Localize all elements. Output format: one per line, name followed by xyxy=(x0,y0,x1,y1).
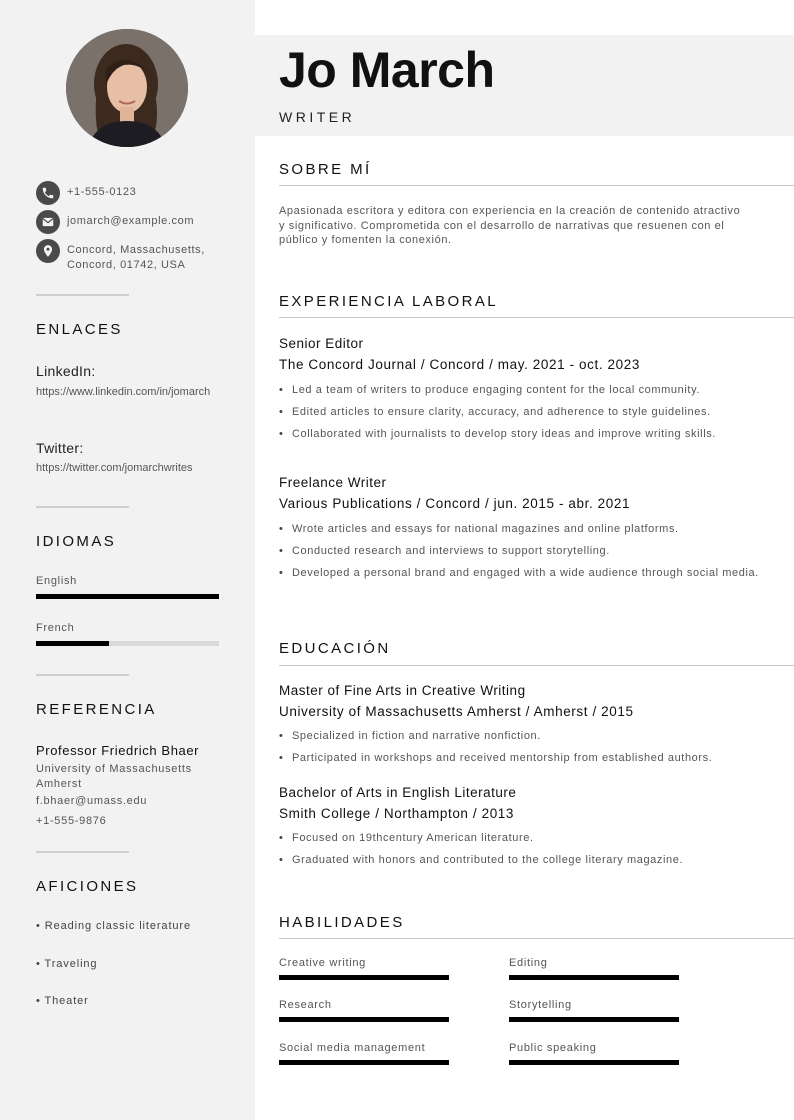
address-line-2: Concord, 01742, USA xyxy=(67,259,186,271)
phone-icon xyxy=(36,181,60,205)
twitter-link[interactable]: https://twitter.com/jomarchwrites xyxy=(36,462,193,474)
degree-meta: Smith College / Northampton / 2013 xyxy=(279,806,515,821)
language-level-fill xyxy=(36,641,109,646)
language-name: French xyxy=(36,622,75,634)
section-rule xyxy=(279,938,794,939)
job-bullet: • Conducted research and interviews to support storytelling. xyxy=(279,544,774,559)
hobby-label: Reading classic literature xyxy=(44,920,192,932)
reference-email: f.bhaer@umass.edu xyxy=(36,795,148,807)
job-title: Freelance Writer xyxy=(279,475,387,490)
degree-bullet: • Graduated with honors and contributed to the college literary magazine. xyxy=(279,853,774,868)
page-title: Jo March xyxy=(279,42,495,98)
skill-name: Storytelling xyxy=(509,999,572,1011)
skill-level-bar xyxy=(509,1017,679,1022)
skill-name: Social media management xyxy=(279,1042,426,1054)
section-rule xyxy=(279,665,794,666)
skill-name: Public speaking xyxy=(509,1042,597,1054)
skill-level-bar xyxy=(279,975,449,980)
hobby-label: Traveling xyxy=(44,958,98,970)
reference-name: Professor Friedrich Bhaer xyxy=(36,743,200,758)
job-meta: The Concord Journal / Concord / may. 2021 - oct. 2023 xyxy=(279,357,640,372)
divider xyxy=(36,294,129,296)
skill-name: Editing xyxy=(509,957,548,969)
hobby-label: Theater xyxy=(44,995,89,1007)
education-heading: EDUCACIÓN xyxy=(279,640,391,657)
location-pin-icon xyxy=(36,239,60,263)
contact-address xyxy=(36,239,205,273)
degree-bullet: • Specialized in fiction and narrative nonfiction. xyxy=(279,729,774,744)
reference-org: University of Massachusetts Amherst xyxy=(36,763,192,790)
contact-phone-text: +1-555-0123 xyxy=(67,186,137,198)
mail-icon xyxy=(36,210,60,234)
divider xyxy=(36,674,129,676)
language-level-bar xyxy=(36,594,219,599)
degree-bullet: • Focused on 19thcentury American literature. xyxy=(279,831,774,846)
reference-heading: REFERENCIA xyxy=(36,701,157,718)
twitter-label: Twitter: xyxy=(36,440,84,456)
skills-heading: HABILIDADES xyxy=(279,914,405,931)
skill-level-bar xyxy=(509,975,679,980)
job-role: WRITER xyxy=(279,109,356,125)
experience-heading: EXPERIENCIA LABORAL xyxy=(279,293,499,310)
divider xyxy=(36,506,129,508)
degree-bullet: • Participated in workshops and received mentorship from established authors. xyxy=(279,751,774,766)
about-text: Apasionada escritora y editora con experiencia en la creación de contenido atractivo y significativo. Comprometida con el desarrollo de narrativas que resuenen con el público y fomenten la conexión. xyxy=(279,205,741,246)
degree-title: Bachelor of Arts in English Literature xyxy=(279,785,517,800)
divider xyxy=(36,851,129,853)
language-level-bar xyxy=(36,641,219,646)
contact-address-text xyxy=(67,243,205,273)
job-bullet: • Wrote articles and essays for national magazines and online platforms. xyxy=(279,522,774,537)
job-meta: Various Publications / Concord / jun. 2015 - abr. 2021 xyxy=(279,496,631,511)
section-rule xyxy=(279,185,794,186)
job-bullet: • Edited articles to ensure clarity, accuracy, and adherence to style guidelines. xyxy=(279,405,774,420)
job-bullet: • Led a team of writers to produce engaging content for the local community. xyxy=(279,383,774,398)
contact-email-text: jomarch@example.com xyxy=(67,215,195,227)
contact-email xyxy=(36,210,194,234)
degree-meta: University of Massachusetts Amherst / Amherst / 2015 xyxy=(279,704,634,719)
degree-title: Master of Fine Arts in Creative Writing xyxy=(279,683,526,698)
hobby-item: • Reading classic literature xyxy=(36,920,192,932)
links-heading: ENLACES xyxy=(36,321,123,338)
skill-name: Research xyxy=(279,999,332,1011)
languages-heading: IDIOMAS xyxy=(36,533,117,550)
avatar xyxy=(66,29,188,147)
linkedin-link[interactable]: https://www.linkedin.com/in/jomarch xyxy=(36,386,211,398)
main-content xyxy=(255,0,794,1120)
job-bullet: • Developed a personal brand and engaged with a wide audience through social media. xyxy=(279,566,774,581)
reference-phone: +1-555-9876 xyxy=(36,815,107,827)
job-bullet: • Collaborated with journalists to develop story ideas and improve writing skills. xyxy=(279,427,764,442)
contact-phone xyxy=(36,181,136,205)
skill-name: Creative writing xyxy=(279,957,367,969)
skill-level-bar xyxy=(509,1060,679,1065)
address-line-1: Concord, Massachusetts, xyxy=(67,244,205,256)
hobby-item: • Traveling xyxy=(36,958,98,970)
hobbies-heading: AFICIONES xyxy=(36,878,139,895)
hobby-item: • Theater xyxy=(36,995,89,1007)
skill-level-bar xyxy=(279,1060,449,1065)
section-rule xyxy=(279,317,794,318)
skill-level-bar xyxy=(279,1017,449,1022)
linkedin-label: LinkedIn: xyxy=(36,363,96,379)
sidebar xyxy=(0,0,255,1120)
language-name: English xyxy=(36,575,77,587)
job-title: Senior Editor xyxy=(279,336,364,351)
language-level-fill xyxy=(36,594,219,599)
about-heading: SOBRE MÍ xyxy=(279,161,372,178)
